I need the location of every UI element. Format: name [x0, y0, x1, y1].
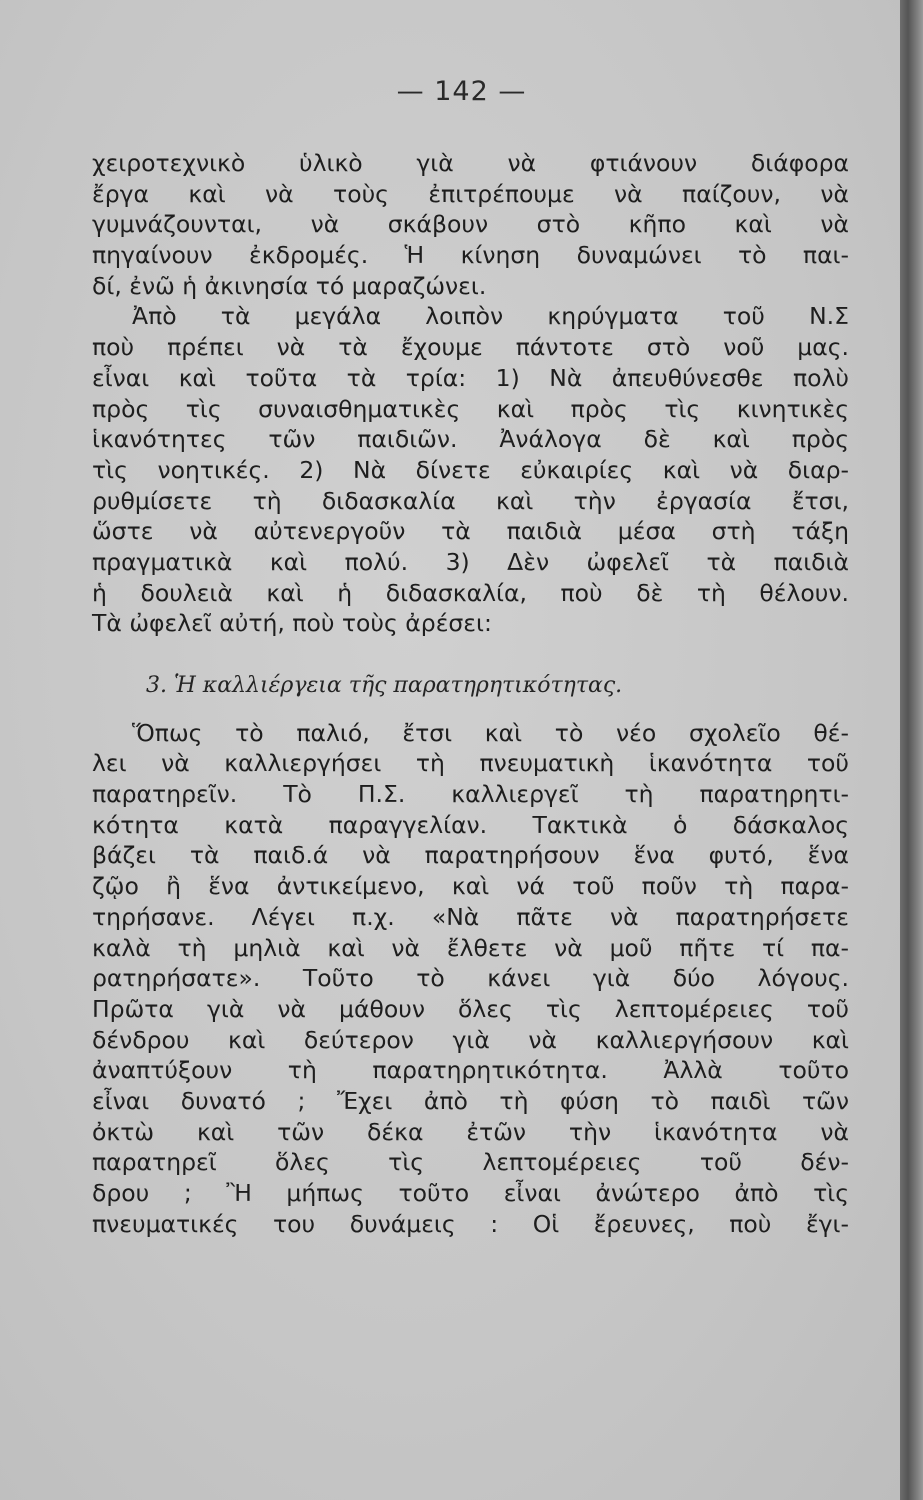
text-line: λει νὰ καλλιεργήσει τὴ πνευματικὴ ἱκανότητα τοῦ [92, 749, 849, 778]
text-line: εἶναι καὶ τοῦτα τὰ τρία: 1) Νὰ ἀπευθύνεσθε πολὺ [92, 363, 849, 392]
text-line: καλὰ τὴ μηλιὰ καὶ νὰ ἔλθετε νὰ μοῦ πῆτε τί πα- [92, 933, 849, 962]
text-line: πραγματικὰ καὶ πολύ. 3) Δὲν ὠφελεῖ τὰ παιδιὰ [92, 547, 849, 576]
text-line: τηρήσανε. Λέγει π.χ. «Νὰ πᾶτε νὰ παρατηρήσετε [92, 902, 849, 931]
text-line: πηγαίνουν ἐκδρομές. Ἡ κίνηση δυναμώνει τὸ παι- [92, 241, 849, 270]
page-body-text [92, 148, 849, 1239]
text-line: πρὸς τὶς συναισθηματικὲς καὶ πρὸς τὶς κινητικὲς [92, 394, 849, 423]
text-line: κότητα κατὰ παραγγελίαν. Τακτικὰ ὁ δάσκαλος [92, 810, 849, 839]
text-line: Ἀπὸ τὰ μεγάλα λοιπὸν κηρύγματα τοῦ Ν.Σ [132, 302, 849, 331]
text-line: ἀναπτύξουν τὴ παρατηρητικότητα. Ἀλλὰ τοῦτο [92, 1056, 849, 1085]
text-line: δί, ἐνῶ ἡ ἀκινησία τό μαραζώνει. [92, 271, 487, 300]
text-line: δένδρου καὶ δεύτερον γιὰ νὰ καλλιεργήσουν καὶ [92, 1025, 849, 1054]
text-line: Πρῶτα γιὰ νὰ μάθουν ὅλες τὶς λεπτομέρειες τοῦ [92, 994, 849, 1023]
section-heading: 3. Ἡ καλλιέργεια τῆς παρατηρητικότητας. [146, 673, 623, 698]
text-line: ἔργα καὶ νὰ τοὺς ἐπιτρέπουμε νὰ παίζουν, νὰ [92, 179, 849, 208]
text-line: εἶναι δυνατό ; Ἔχει ἀπὸ τὴ φύση τὸ παιδὶ τῶν [92, 1086, 849, 1115]
text-line: ὥστε νὰ αὐτενεργοῦν τὰ παιδιὰ μέσα στὴ τάξη [92, 517, 849, 546]
text-line: τὶς νοητικές. 2) Νὰ δίνετε εὐκαιρίες καὶ νὰ διαρ- [92, 455, 849, 484]
text-line: γυμνάζουνται, νὰ σκάβουν στὸ κῆπο καὶ νὰ [92, 210, 849, 239]
text-line: ρατηρήσατε». Τοῦτο τὸ κάνει γιὰ δύο λόγους. [92, 964, 849, 993]
text-line: Ὅπως τὸ παλιό, ἔτσι καὶ τὸ νέο σχολεῖο θέ- [132, 718, 849, 747]
spacer [92, 702, 849, 718]
text-line: ἱκανότητες τῶν παιδιῶν. Ἀνάλογα δὲ καὶ πρὸς [92, 425, 849, 454]
text-line: ποὺ πρέπει νὰ τὰ ἔχουμε πάντοτε στὸ νοῦ μας. [92, 333, 849, 362]
text-line: ἡ δουλειὰ καὶ ἡ διδασκαλία, ποὺ δὲ τὴ θέλουν. [92, 578, 849, 607]
text-line: ρυθμίσετε τὴ διδασκαλία καὶ τὴν ἐργασία ἔτσι, [92, 486, 849, 515]
text-line: δρου ; Ἢ μήπως τοῦτο εἶναι ἀνώτερο ἀπὸ τὶς [92, 1179, 849, 1207]
text-line: πνευματικές του δυνάμεις : Οἱ ἔρευνες, ποὺ ἔγι- [92, 1209, 849, 1238]
page-number: — 142 — [396, 76, 527, 107]
spacer [92, 639, 849, 671]
text-line: παρατηρεῖ ὅλες τὶς λεπτομέρειες τοῦ δέν- [92, 1148, 849, 1177]
text-line: ὀκτὼ καὶ τῶν δέκα ἐτῶν τὴν ἱκανότητα νὰ [92, 1117, 849, 1146]
text-line: ζῷο ἢ ἕνα ἀντικείμενο, καὶ νά τοῦ ποῦν τὴ παρα- [92, 872, 849, 901]
text-line: παρατηρεῖν. Τὸ Π.Σ. καλλιεργεῖ τὴ παρατηρητι- [92, 780, 849, 809]
book-binding-edge [900, 0, 923, 1500]
text-line: χειροτεχνικὸ ὑλικὸ γιὰ νὰ φτιάνουν διάφορα [92, 149, 849, 177]
text-line: βάζει τὰ παιδ.ά νὰ παρατηρήσουν ἕνα φυτό, ἕνα [92, 841, 849, 870]
text-line: Τὰ ὠφελεῖ αὐτή, ποὺ τοὺς ἀρέσει: [92, 609, 492, 638]
